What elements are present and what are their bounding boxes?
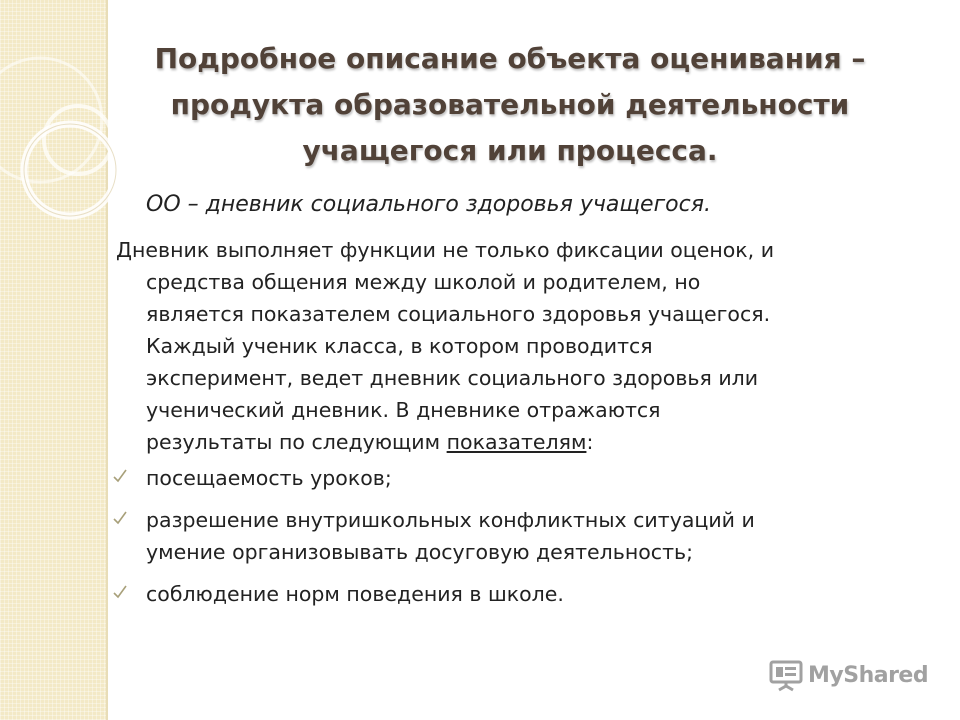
slide-title: [130, 36, 890, 174]
watermark-text: MyShared: [808, 662, 929, 688]
paragraph-line: ученический дневник. В дневнике отражаются: [146, 398, 661, 422]
last-line-prefix: результаты по следующим: [146, 430, 447, 454]
checkmark-icon: [112, 510, 128, 526]
description-paragraph: [116, 234, 926, 458]
paragraph-line: Каждый ученик класса, в котором проводится: [146, 334, 653, 358]
title-line: продукта образовательной деятельности: [170, 88, 850, 121]
paragraph-line-last: [146, 426, 926, 458]
checkmark-icon: [112, 468, 128, 484]
list-item-text: соблюдение норм поведения в школе.: [146, 582, 564, 606]
underlined-word: показателям: [446, 430, 587, 454]
watermark: [768, 655, 928, 695]
paragraph-line: является показателем социального здоровья учащегося.: [146, 302, 771, 326]
subtitle: [146, 192, 711, 217]
list-item: [112, 578, 932, 610]
subtitle-period: .: [703, 192, 711, 217]
last-line-suffix: :: [586, 430, 594, 454]
list-item: [112, 504, 932, 568]
subtitle-text: ОО – дневник социального здоровья учащегося: [146, 192, 704, 217]
title-line: Подробное описание объекта оценивания –: [154, 42, 866, 75]
list-item-text: посещаемость уроков;: [146, 466, 392, 490]
presentation-board-icon: [768, 658, 804, 692]
indicator-list: [112, 462, 932, 620]
list-item-text: умение организовывать досуговую деятельность;: [146, 540, 693, 564]
paragraph-line: эксперимент, ведет дневник социального здоровья или: [146, 366, 759, 390]
checkmark-icon: [112, 584, 128, 600]
paragraph-line: Дневник выполняет функции не только фиксации оценок, и: [116, 238, 775, 262]
paragraph-line: средства общения между школой и родителем, но: [146, 270, 701, 294]
title-line: учащегося или процесса.: [302, 134, 718, 167]
list-item-text: разрешение внутришкольных конфликтных ситуаций и: [146, 508, 755, 532]
list-item: [112, 462, 932, 494]
